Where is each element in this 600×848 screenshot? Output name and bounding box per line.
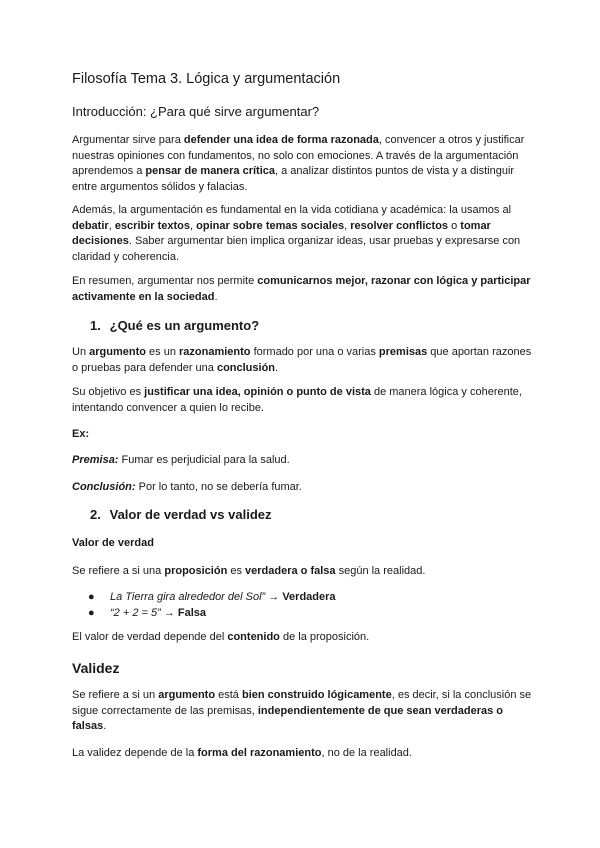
argument-objective: Su objetivo es justificar una idea, opinión o punto de vista de manera lógica y coherente, intentando convencer a quien lo recibe. [72, 386, 522, 414]
section-2-heading: 2. Valor de verdad vs validez [90, 507, 272, 522]
document-title: Filosofía Tema 3. Lógica y argumentación [72, 71, 341, 87]
truth-value-examples [88, 589, 336, 621]
bullet-icon: ● [88, 607, 95, 619]
example-conclusion: Conclusión: Por lo tanto, no se debería fumar. [72, 481, 302, 493]
list-item: ● “2 + 2 = 5” → Falsa [88, 607, 207, 619]
valor-de-verdad-heading: Valor de verdad [72, 537, 154, 549]
example-premisa: Premisa: Fumar es perjudicial para la salud. [72, 454, 290, 466]
truth-value-note: El valor de verdad depende del contenido de la proposición. [72, 631, 370, 643]
intro-paragraph-2: Además, la argumentación es fundamental en la vida cotidiana y académica: la usamos al debatir, escribir textos, opinar sobre temas sociales, resolver conflictos o tomar decisiones. Saber argumentar bien implica organizar ideas, usar pruebas y expresarse con claridad y coherencia. [72, 204, 521, 263]
list-item: ● La Tierra gira alrededor del Sol” → Verdadera [88, 591, 336, 603]
bullet-icon: ● [88, 591, 95, 603]
validez-definition: Se refiere a si un argumento está bien construido lógicamente, es decir, si la conclusión se sigue correctamente de las premisas, independientemente de que sean verdaderas o falsas. [72, 689, 532, 732]
validez-note: La validez depende de la forma del razonamiento, no de la realidad. [72, 747, 412, 759]
intro-paragraph-3: En resumen, argumentar nos permite comunicarnos mejor, razonar con lógica y participar activamente en la sociedad. [72, 275, 531, 303]
argument-definition: Un argumento es un razonamiento formado por una o varias premisas que aportan razones o pruebas para defender una conclusión. [72, 346, 532, 374]
intro-heading: Introducción: ¿Para qué sirve argumentar? [72, 104, 320, 119]
section-1-heading: 1. ¿Qué es un argumento? [90, 318, 260, 333]
valor-de-verdad-definition: Se refiere a si una proposición es verdadera o falsa según la realidad. [72, 565, 426, 577]
intro-paragraph-1: Argumentar sirve para defender una idea de forma razonada, convencer a otros y justificar nuestras opiniones con fundamentos, no solo con emociones. A través de la argumentación aprendemos a pensar de manera crítica, a analizar distintos puntos de vista y a distinguir entre argumentos sólidos y falacias. [72, 134, 525, 193]
validez-heading: Validez [72, 660, 120, 676]
example-label: Ex: [72, 428, 90, 440]
